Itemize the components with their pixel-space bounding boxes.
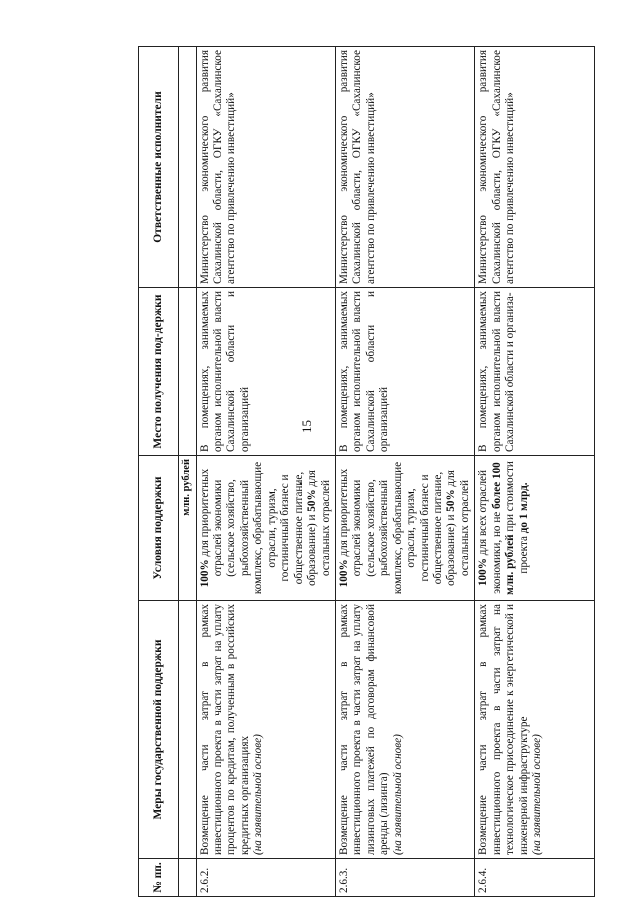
unit-label: млн. рублей: [179, 456, 197, 601]
condition-rate-primary: 100%: [337, 559, 350, 588]
conditions-cell: [475, 456, 595, 601]
place-cell: В помещениях, занимаемых органом исполнительной власти Сахалинской области и организа-: [475, 288, 595, 456]
place-cell: В помещениях, занимаемых органом исполнительной власти Сахалинской области и организацией: [196, 288, 335, 456]
table-row: [335, 47, 474, 897]
table-header-row: [139, 47, 179, 897]
measure-cell: [196, 601, 335, 859]
condition-project-cost: до 1 млрд.: [517, 482, 530, 534]
table-row: [196, 47, 335, 897]
responsible-cell: Министерство экономического развития Сахалинской области, ОГКУ «Сахалинское агентство по привлечению инвестиций»: [335, 47, 474, 288]
condition-rate: 100%: [477, 558, 490, 587]
condition-text-mid: при стоимости проекта: [504, 461, 530, 574]
support-measures-table: [138, 46, 595, 897]
unit-row: [179, 47, 197, 897]
conditions-cell: [196, 456, 335, 601]
header-responsible: Ответственные исполнители: [139, 47, 179, 288]
header-num: № пп.: [139, 859, 179, 897]
row-number: 2.6.4.: [475, 859, 595, 897]
page-number: 15: [299, 420, 314, 433]
condition-rate-primary: 100%: [198, 559, 211, 588]
row-number: 2.6.2.: [196, 859, 335, 897]
condition-text-end: для остальных отраслей: [445, 470, 471, 577]
condition-rate-other: 50%: [445, 489, 458, 512]
measure-text: Возмещение части затрат в рамках инвестиционного проекта в части затрат на уплату процентов по кредитам, полученным в российских кредитных организациях: [198, 604, 251, 855]
measure-note: (на заявительной основе): [391, 734, 404, 855]
header-place: Место получения под-держки: [139, 288, 179, 456]
measure-cell: [335, 601, 474, 859]
table-row: [475, 47, 595, 897]
measure-cell: [475, 601, 595, 859]
conditions-cell: [335, 456, 474, 601]
condition-text: для всех отраслей экономики, но не: [477, 469, 503, 594]
header-measures: Меры государственной поддержки: [139, 601, 179, 859]
responsible-cell: Министерство экономического развития Сахалинской области, ОГКУ «Сахалинское агентство по привлечению инвестиций»: [475, 47, 595, 288]
condition-rate-other: 50%: [306, 489, 319, 512]
condition-cap: более 100 млн. рублей: [490, 462, 517, 595]
header-conditions: Условия поддержки: [139, 456, 179, 601]
measure-text: Возмещение части затрат в рамках инвестиционного проекта в части затрат на уплату лизинговых платежей по договорам финансовой аренды (лизинга): [337, 604, 391, 855]
measure-text: Возмещение части затрат в рамках инвестиционного проекта в части затрат на технологическое присоединение к энергетической и инженерной инфраструктуре: [477, 604, 530, 855]
row-number: 2.6.3.: [335, 859, 474, 897]
place-cell: В помещениях, занимаемых органом исполнительной власти Сахалинской области и организацией: [335, 288, 474, 456]
measure-note: (на заявительной основе): [531, 734, 544, 855]
measure-note: (на заявительной основе): [252, 734, 265, 855]
condition-text: для приоритетных отраслей экономики (сельское хозяйство, рыбохозяйственный комплекс, обрабатывающие отрасли, туризм, гостиничный бизнес и общественное питание, образование) и: [198, 461, 319, 595]
condition-text-end: для остальных отраслей: [306, 470, 332, 577]
responsible-cell: Министерство экономического развития Сахалинской области, ОГКУ «Сахалинское агентство по привлечению инвестиций»: [196, 47, 335, 288]
condition-text: для приоритетных отраслей экономики (сельское хозяйство, рыбохозяйственный комплекс, обрабатывающие отрасли, туризм, гостиничный бизнес и общественное питание, образование) и: [337, 461, 458, 595]
